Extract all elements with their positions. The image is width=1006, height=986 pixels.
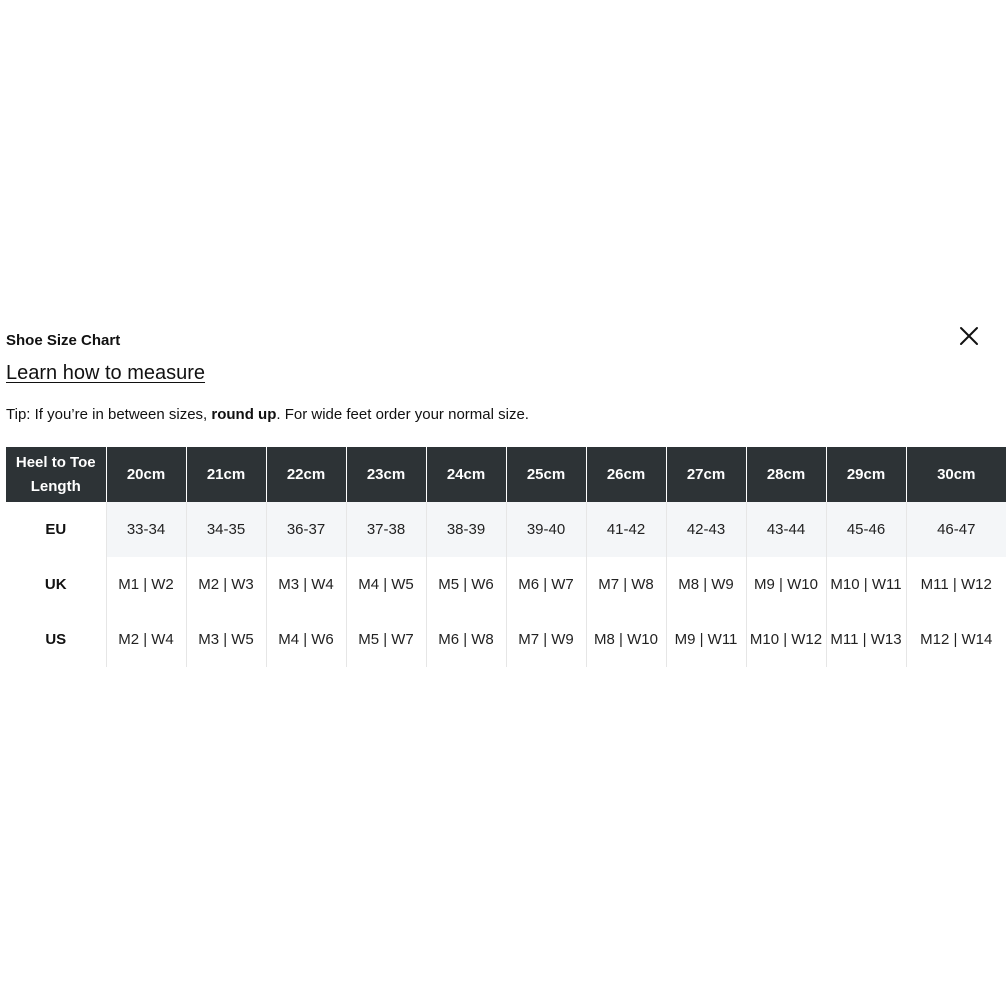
table-cell: 34-35 [186, 502, 266, 557]
table-header-row [6, 447, 1006, 502]
table-cell: 41-42 [586, 502, 666, 557]
table-cell: M5 | W6 [426, 557, 506, 612]
table-cell: 38-39 [426, 502, 506, 557]
table-cell: 43-44 [746, 502, 826, 557]
column-header: 26cm [586, 447, 666, 502]
tip-text [6, 405, 529, 425]
table-cell: M4 | W6 [266, 612, 346, 667]
table-cell: 33-34 [106, 502, 186, 557]
row-label-uk: UK [44, 576, 67, 593]
table-row-us [6, 612, 1006, 667]
tip-emphasis: round up [211, 406, 277, 423]
column-header: 23cm [346, 447, 426, 502]
column-header: 27cm [666, 447, 746, 502]
table-cell: 36-37 [266, 502, 346, 557]
column-header: 20cm [106, 447, 186, 502]
row-label-us: US [45, 631, 67, 648]
column-header: 22cm [266, 447, 346, 502]
table-cell: 46-47 [906, 502, 1006, 557]
table-cell: 45-46 [826, 502, 906, 557]
tip-prefix: Tip: If you’re in between sizes, [6, 406, 212, 423]
column-header: 29cm [826, 447, 906, 502]
table-cell: M10 | W12 [746, 612, 826, 667]
column-header: 24cm [426, 447, 506, 502]
size-table-container[interactable] [6, 447, 993, 667]
modal-title: Shoe Size Chart [6, 332, 121, 349]
row-label-eu: EU [6, 502, 106, 557]
table-cell: M8 | W9 [666, 557, 746, 612]
table-cell: M8 | W10 [586, 612, 666, 667]
column-header: 25cm [506, 447, 586, 502]
table-cell: M6 | W8 [426, 612, 506, 667]
table-cell: M10 | W11 [826, 557, 906, 612]
table-cell: M3 | W5 [186, 612, 266, 667]
close-button[interactable] [957, 324, 981, 348]
tip-suffix: . For wide feet order your normal size. [276, 406, 529, 423]
table-cell: M1 | W2 [106, 557, 186, 612]
table-row-eu [6, 502, 1006, 557]
table-cell: M9 | W10 [746, 557, 826, 612]
table-cell: M2 | W4 [106, 612, 186, 667]
table-cell: 37-38 [346, 502, 426, 557]
learn-how-to-measure-link[interactable]: Learn how to measure [6, 362, 206, 384]
table-cell: M11 | W13 [826, 612, 906, 667]
column-header: 30cm [906, 447, 1006, 502]
column-header: 28cm [746, 447, 826, 502]
table-row-uk [6, 557, 1006, 612]
table-cell: M3 | W4 [266, 557, 346, 612]
table-cell: 42-43 [666, 502, 746, 557]
table-cell: 39-40 [506, 502, 586, 557]
size-table [6, 447, 1006, 667]
table-cell: M6 | W7 [506, 557, 586, 612]
close-icon [957, 324, 981, 348]
table-cell: M4 | W5 [346, 557, 426, 612]
table-cell: M5 | W7 [346, 612, 426, 667]
column-header: 21cm [186, 447, 266, 502]
table-cell: M7 | W9 [506, 612, 586, 667]
table-cell: M7 | W8 [586, 557, 666, 612]
header-heel-to-toe-length: Heel to Toe Length [6, 447, 106, 502]
table-cell: M9 | W11 [666, 612, 746, 667]
table-cell: M2 | W3 [186, 557, 266, 612]
table-cell: M12 | W14 [906, 612, 1006, 667]
table-cell: M11 | W12 [906, 557, 1006, 612]
